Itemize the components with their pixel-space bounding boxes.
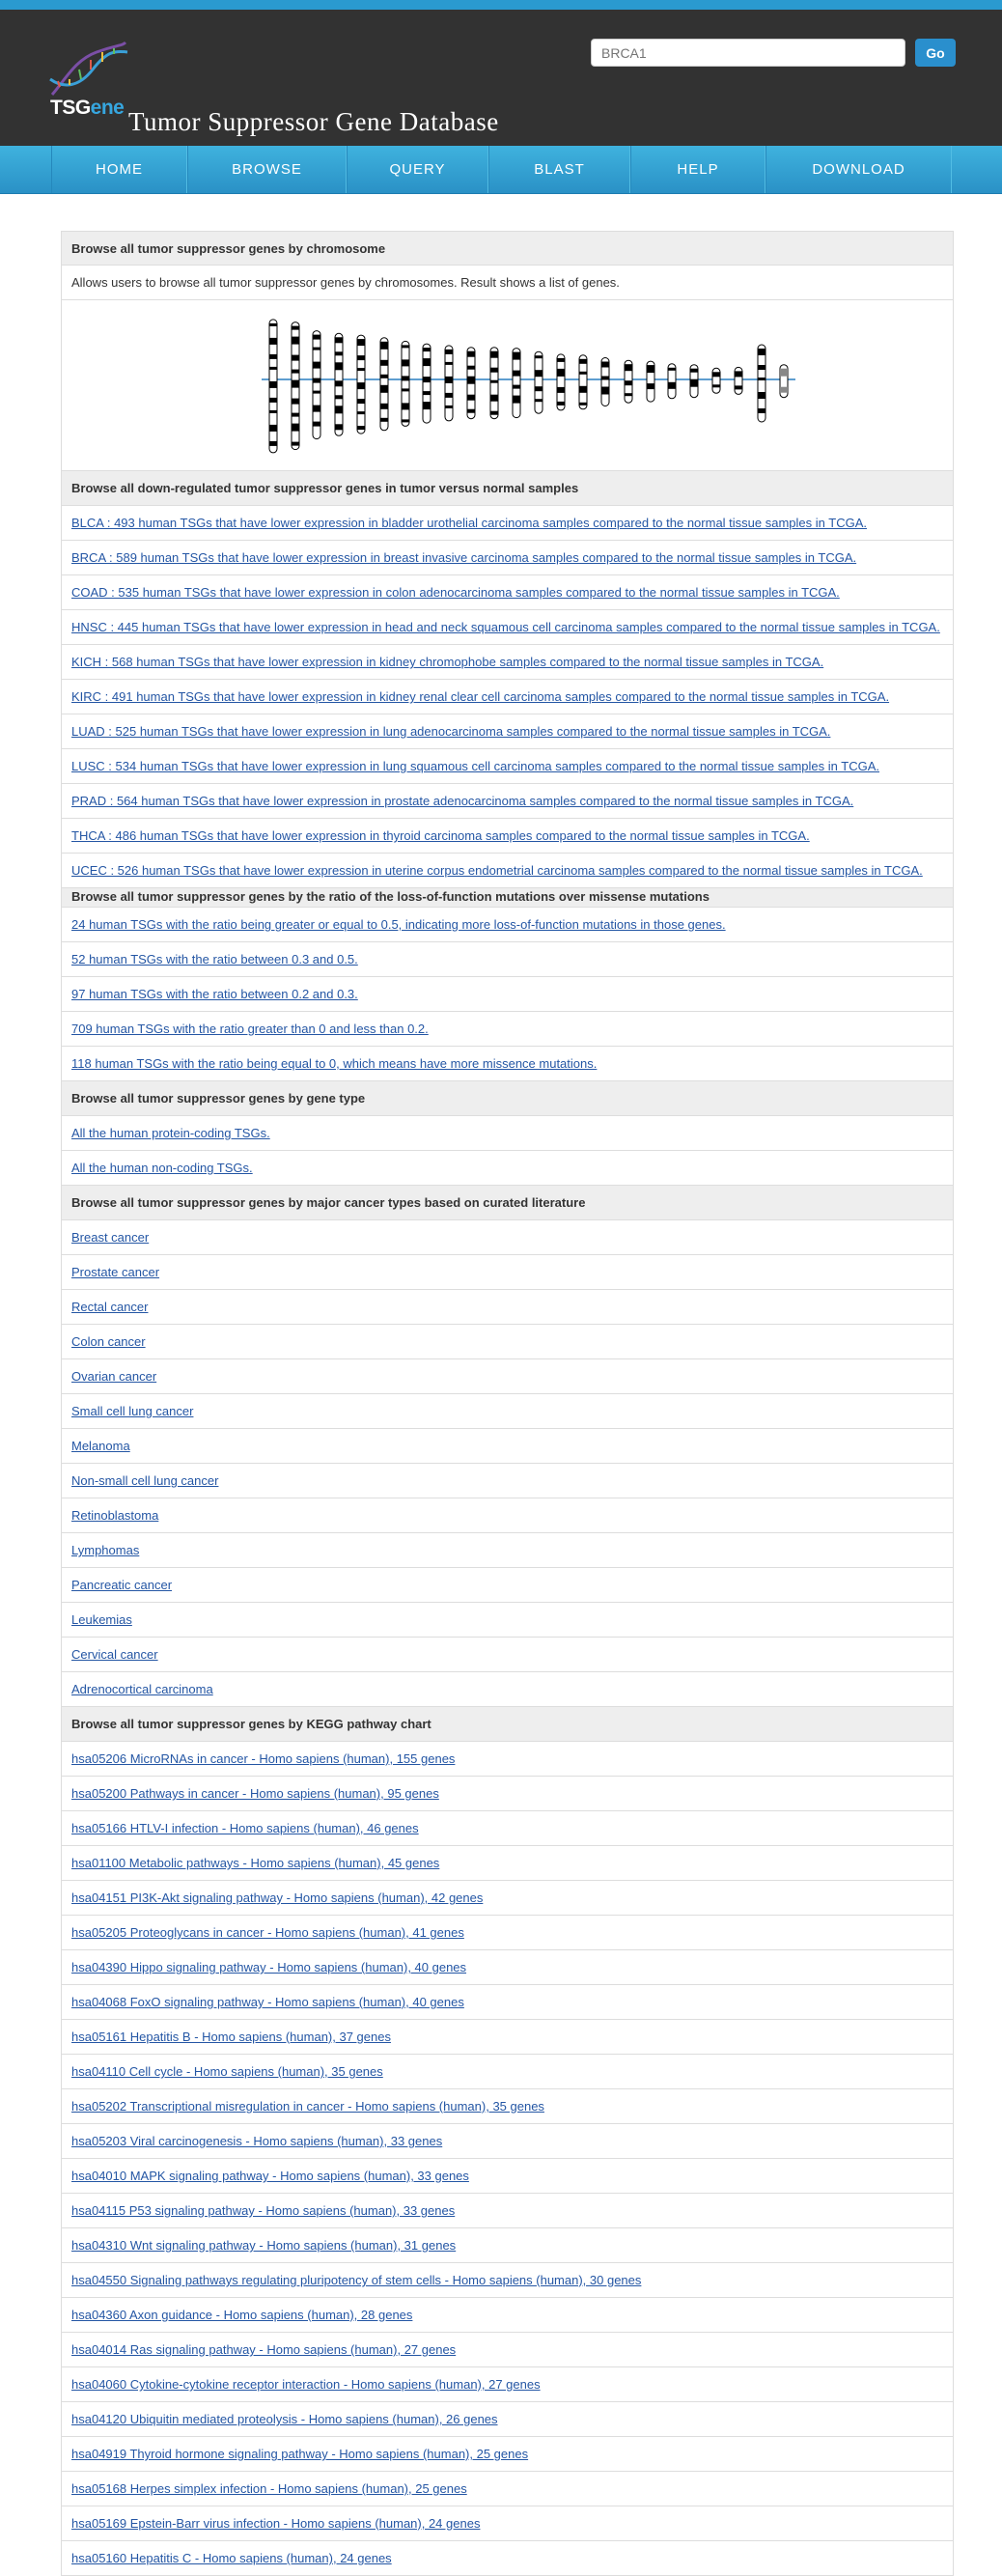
kegg-pathway-link[interactable]: hsa04110 Cell cycle - Homo sapiens (human), 35 genes [71,2064,383,2079]
list-item [61,2506,954,2541]
down-regulated-link[interactable]: BRCA : 589 human TSGs that have lower expression in breast invasive carcinoma samples compared to the normal tissue samples in TCGA. [71,550,857,565]
kegg-pathway-link[interactable]: hsa05206 MicroRNAs in cancer - Homo sapiens (human), 155 genes [71,1751,456,1766]
list-item [61,819,954,854]
list-item [61,1777,954,1811]
cancer-type-link[interactable]: Melanoma [71,1439,130,1453]
cancer-type-link[interactable]: Cervical cancer [71,1647,158,1662]
list-item [61,2124,954,2159]
list-item [61,1568,954,1603]
chromosome-22[interactable] [735,367,742,394]
kegg-pathway-link[interactable]: hsa05202 Transcriptional misregulation in cancer - Homo sapiens (human), 35 genes [71,2099,544,2114]
list-item [61,908,954,942]
cancer-type-link[interactable]: Prostate cancer [71,1265,160,1279]
chromosome-13[interactable] [535,351,543,413]
list-item [61,714,954,749]
down-regulated-link[interactable]: UCEC : 526 human TSGs that have lower expression in uterine corpus endometrial carcinoma samples compared to the normal tissue samples in TCGA. [71,863,923,878]
list-item [61,1325,954,1359]
list-item [61,2228,954,2263]
list-item [61,1116,954,1151]
chromosome-2[interactable] [292,322,299,450]
chromosome-10[interactable] [467,348,475,419]
kegg-pathway-link[interactable]: hsa05160 Hepatitis C - Homo sapiens (human), 24 genes [71,2551,392,2565]
down-regulated-link[interactable]: PRAD : 564 human TSGs that have lower expression in prostate adenocarcinoma samples compared to the normal tissue samples in TCGA. [71,794,854,808]
logo-prefix: TSG [50,97,91,119]
list-item [61,1220,954,1255]
down-regulated-link[interactable]: HNSC : 445 human TSGs that have lower expression in head and neck squamous cell carcinoma samples compared to the normal tissue samples in TCGA. [71,620,940,634]
down-regulated-link[interactable]: THCA : 486 human TSGs that have lower expression in thyroid carcinoma samples compared to the normal tissue samples in TCGA. [71,828,810,843]
list-item [61,575,954,610]
list-item [61,1846,954,1881]
chromosome-19[interactable] [668,364,676,399]
list-item [61,645,954,680]
kegg-pathway-link[interactable]: hsa04060 Cytokine-cytokine receptor interaction - Homo sapiens (human), 27 genes [71,2377,541,2392]
gene-search-input[interactable] [591,39,905,67]
nav-help[interactable]: HELP [630,146,765,193]
logo-text [50,97,124,120]
list-item [61,1290,954,1325]
site-logo[interactable] [46,41,129,129]
list-item [61,2367,954,2402]
chromosome-description: Allows users to browse all tumor suppressor genes by chromosomes. Result shows a list of genes. [61,266,954,300]
chromosome-ideogram-panel [61,300,954,471]
list-item [61,977,954,1012]
list-item [61,1359,954,1394]
chromosome-y[interactable] [780,365,788,398]
chromosome-7[interactable] [402,341,409,426]
go-button[interactable]: Go [915,39,956,67]
section-header-down-regulated: Browse all down-regulated tumor suppressor genes in tumor versus normal samples [61,471,954,506]
ratio-link[interactable]: 118 human TSGs with the ratio being equal to 0, which means have more missence mutations. [71,1056,598,1071]
ratio-link[interactable]: 709 human TSGs with the ratio greater than 0 and less than 0.2. [71,1022,429,1036]
kegg-pathway-link[interactable]: hsa04120 Ubiquitin mediated proteolysis - Homo sapiens (human), 26 genes [71,2412,498,2426]
list-item [61,541,954,575]
list-item [61,1672,954,1707]
chromosome-3[interactable] [313,331,320,439]
chromosome-8[interactable] [423,344,431,423]
kegg-pathway-link[interactable]: hsa04550 Signaling pathways regulating pluripotency of stem cells - Homo sapiens (human), 30 genes [71,2273,642,2287]
cancer-type-link[interactable]: Leukemias [71,1612,132,1627]
kegg-pathway-link[interactable]: hsa04115 P53 signaling pathway - Homo sapiens (human), 33 genes [71,2203,456,2218]
list-item [61,1429,954,1464]
kegg-pathway-link[interactable]: hsa05161 Hepatitis B - Homo sapiens (human), 37 genes [71,2030,391,2044]
list-item [61,1464,954,1498]
cancer-type-link[interactable]: Colon cancer [71,1334,146,1349]
list-item [61,2159,954,2194]
kegg-pathway-link[interactable]: hsa04010 MAPK signaling pathway - Homo sapiens (human), 33 genes [71,2169,469,2183]
list-item [61,1498,954,1533]
list-item [61,2472,954,2506]
down-regulated-link[interactable]: COAD : 535 human TSGs that have lower expression in colon adenocarcinoma samples compared to the normal tissue samples in TCGA. [71,585,840,600]
down-regulated-link[interactable]: LUSC : 534 human TSGs that have lower expression in lung squamous cell carcinoma samples compared to the normal tissue samples in TCGA. [71,759,879,773]
list-item [61,1047,954,1081]
list-item [61,1950,954,1985]
chromosome-6[interactable] [380,338,388,431]
gene-type-link[interactable]: All the human non-coding TSGs. [71,1161,253,1175]
list-item [61,680,954,714]
chromosome-21[interactable] [712,368,720,393]
list-item [61,1012,954,1047]
chromosome-ideogram[interactable] [62,300,953,470]
kegg-pathway-link[interactable]: hsa05200 Pathways in cancer - Homo sapiens (human), 95 genes [71,1786,439,1801]
kegg-pathway-link[interactable]: hsa04390 Hippo signaling pathway - Homo sapiens (human), 40 genes [71,1960,467,1974]
list-item [61,2194,954,2228]
chromosome-18[interactable] [647,361,654,402]
chromosome-1[interactable] [269,320,277,453]
top-accent-strip [0,0,1002,10]
section-header-chromosome: Browse all tumor suppressor genes by chromosome [61,231,954,266]
chromosome-20[interactable] [690,365,698,398]
list-item [61,749,954,784]
list-item [61,1394,954,1429]
list-item [61,784,954,819]
kegg-pathway-link[interactable]: hsa04919 Thyroid hormone signaling pathway - Homo sapiens (human), 25 genes [71,2447,529,2461]
down-regulated-link[interactable]: BLCA : 493 human TSGs that have lower expression in bladder urothelial carcinoma samples compared to the normal tissue samples in TCGA. [71,516,867,530]
list-item [61,1151,954,1186]
list-item [61,2437,954,2472]
section-header-gene-type: Browse all tumor suppressor genes by gene type [61,1081,954,1116]
site-title: Tumor Suppressor Gene Database [128,107,499,136]
list-item [61,1533,954,1568]
list-item [61,1881,954,1916]
kegg-pathway-link[interactable]: hsa04151 PI3K-Akt signaling pathway - Homo sapiens (human), 42 genes [71,1890,484,1905]
cancer-type-link[interactable]: Lymphomas [71,1543,140,1557]
list-item [61,854,954,888]
kegg-pathway-link[interactable]: hsa05168 Herpes simplex infection - Homo sapiens (human), 25 genes [71,2481,467,2496]
list-item [61,2541,954,2576]
list-item [61,942,954,977]
list-item [61,1985,954,2020]
section-header-ratio: Browse all tumor suppressor genes by the ratio of the loss-of-function mutations over missense mutations [61,888,954,908]
list-item [61,2089,954,2124]
down-regulated-link[interactable]: KIRC : 491 human TSGs that have lower expression in kidney renal clear cell carcinoma samples compared to the normal tissue samples in TCGA. [71,689,890,704]
gene-type-link[interactable]: All the human protein-coding TSGs. [71,1126,270,1140]
kegg-pathway-link[interactable]: hsa05203 Viral carcinogenesis - Homo sapiens (human), 33 genes [71,2134,443,2148]
cancer-type-link[interactable]: Small cell lung cancer [71,1404,194,1418]
kegg-pathway-link[interactable]: hsa04310 Wnt signaling pathway - Homo sapiens (human), 31 genes [71,2238,457,2253]
down-regulated-link[interactable]: KICH : 568 human TSGs that have lower expression in kidney chromophobe samples compared to the normal tissue samples in TCGA. [71,655,824,669]
kegg-pathway-link[interactable]: hsa04068 FoxO signaling pathway - Homo sapiens (human), 40 genes [71,1995,464,2009]
list-item [61,1638,954,1672]
kegg-pathway-link[interactable]: hsa04360 Axon guidance - Homo sapiens (human), 28 genes [71,2308,413,2322]
list-item [61,1255,954,1290]
nav-blast[interactable]: BLAST [488,146,630,193]
kegg-pathway-link[interactable]: hsa05205 Proteoglycans in cancer - Homo sapiens (human), 41 genes [71,1925,464,1940]
chromosome-9[interactable] [445,346,453,421]
chromosome-x[interactable] [758,345,765,422]
kegg-pathway-link[interactable]: hsa05166 HTLV-I infection - Homo sapiens (human), 46 genes [71,1821,419,1835]
nav-browse[interactable]: BROWSE [187,146,347,193]
chromosome-16[interactable] [601,358,609,406]
chromosome-4[interactable] [335,333,343,435]
cancer-type-link[interactable]: Rectal cancer [71,1300,149,1314]
site-header [0,10,1002,146]
chromosome-15[interactable] [579,355,587,409]
list-item [61,2402,954,2437]
section-header-kegg: Browse all tumor suppressor genes by KEGG pathway chart [61,1707,954,1742]
logo-suffix: ene [90,97,125,119]
list-item [61,2298,954,2333]
list-item [61,1742,954,1777]
main-nav [0,146,1002,194]
kegg-pathway-link[interactable]: hsa01100 Metabolic pathways - Homo sapiens (human), 45 genes [71,1856,440,1870]
chromosome-5[interactable] [357,335,365,434]
nav-home[interactable]: HOME [51,146,187,193]
cancer-type-link[interactable]: Non-small cell lung cancer [71,1473,219,1488]
list-item [61,2333,954,2367]
list-item [61,610,954,645]
chromosome-12[interactable] [513,349,520,418]
list-item [61,1916,954,1950]
ratio-link[interactable]: 97 human TSGs with the ratio between 0.2 and 0.3. [71,987,358,1001]
list-item [61,2020,954,2055]
cancer-type-link[interactable]: Pancreatic cancer [71,1578,173,1592]
cancer-type-link[interactable]: Adrenocortical carcinoma [71,1682,213,1696]
ratio-link[interactable]: 24 human TSGs with the ratio being greater or equal to 0.5, indicating more loss-of-function mutations in those genes. [71,917,726,932]
list-item [61,506,954,541]
ratio-link[interactable]: 52 human TSGs with the ratio between 0.3 and 0.5. [71,952,358,966]
list-item [61,2055,954,2089]
list-item [61,1603,954,1638]
chromosome-11[interactable] [490,348,498,419]
cancer-type-link[interactable]: Breast cancer [71,1230,150,1245]
down-regulated-link[interactable]: LUAD : 525 human TSGs that have lower expression in lung adenocarcinoma samples compared to the normal tissue samples in TCGA. [71,724,831,739]
list-item [61,1811,954,1846]
chromosome-17[interactable] [625,360,632,403]
kegg-pathway-link[interactable]: hsa04014 Ras signaling pathway - Homo sapiens (human), 27 genes [71,2342,457,2357]
kegg-pathway-link[interactable]: hsa05169 Epstein-Barr virus infection - Homo sapiens (human), 24 genes [71,2516,481,2531]
nav-query[interactable]: QUERY [347,146,488,193]
chromosome-14[interactable] [557,354,565,410]
browse-content [61,231,954,2576]
cancer-type-link[interactable]: Retinoblastoma [71,1508,159,1523]
dna-helix-icon [46,41,129,100]
section-header-cancer-types: Browse all tumor suppressor genes by major cancer types based on curated literature [61,1186,954,1220]
cancer-type-link[interactable]: Ovarian cancer [71,1369,157,1384]
nav-download[interactable]: DOWNLOAD [765,146,952,193]
list-item [61,2263,954,2298]
